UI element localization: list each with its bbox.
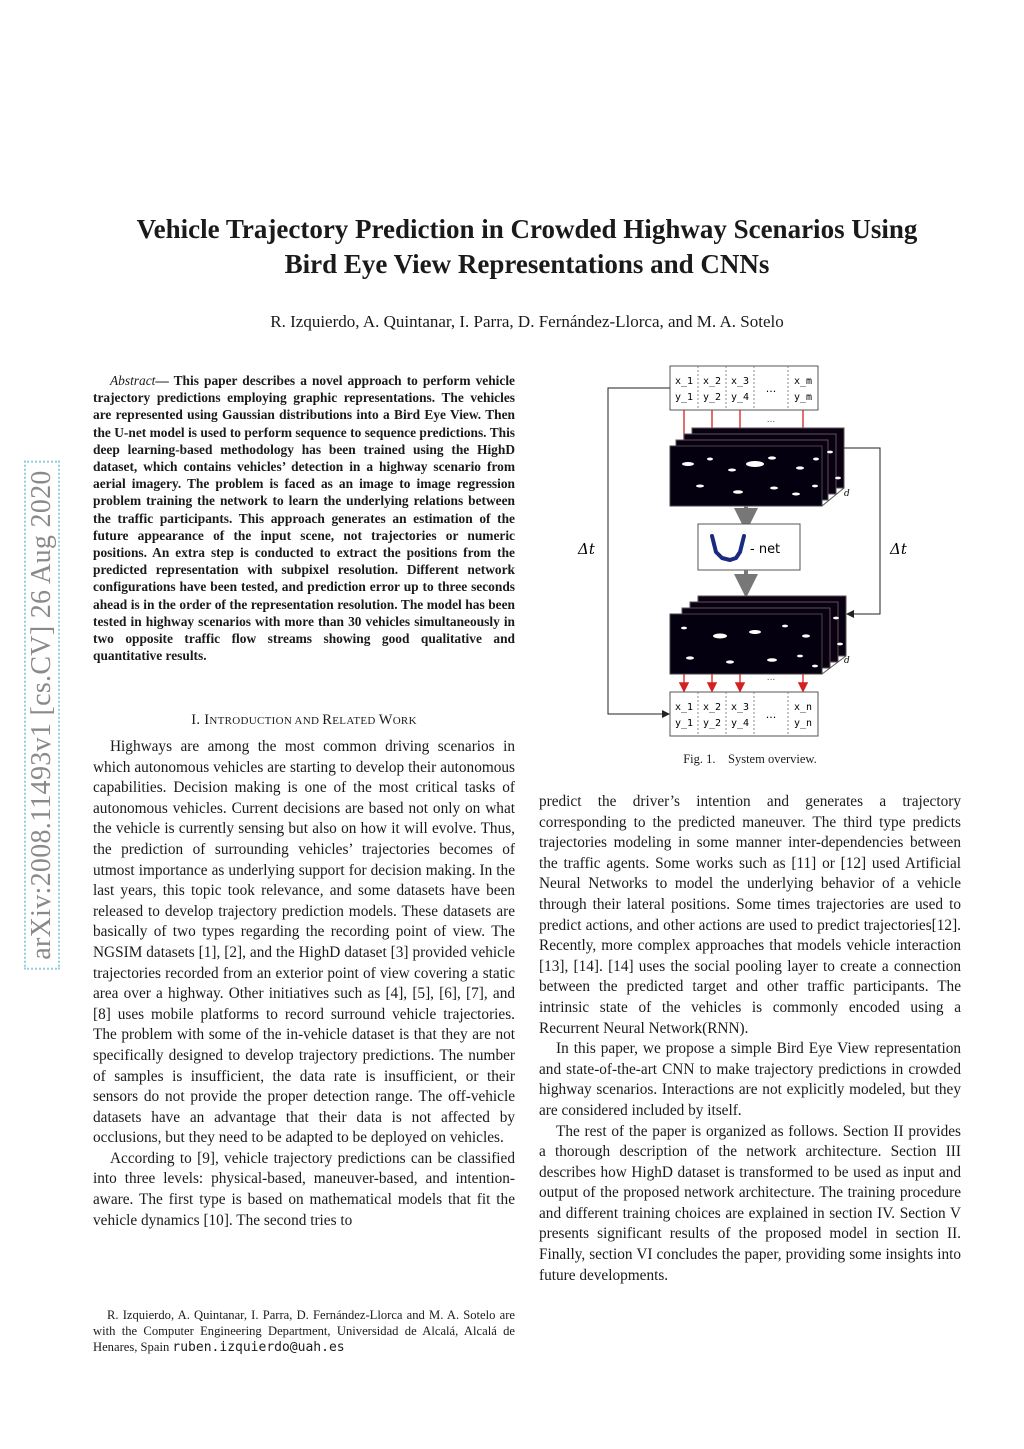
table-cell: y_1 <box>674 392 694 403</box>
paragraph: In this paper, we propose a simple Bird Eye View representation and state-of-the-art CNN to make trajectory predictions in crowded highway scenarios. Interactions are not explicitly modeled, but they are considered included by itself. <box>539 1040 961 1119</box>
delta-t-label: Δt <box>578 540 595 558</box>
heading-sc: ORK <box>392 715 417 727</box>
table-cell: x_1 <box>674 376 694 387</box>
system-overview-figure <box>560 360 960 746</box>
section-number: I. <box>191 712 201 728</box>
caption-label: Fig. 1. <box>683 752 716 766</box>
table-ellipsis: ... <box>765 382 777 395</box>
paragraph: The rest of the paper is organized as follows. Section II provides a thorough description of the network architecture. Section III describes how HighD dataset is transformed to be used as input and output of the proposed network architecture. The training procedure and different training choices are explained in section IV. Section V presents significant results of the proposed model in section II. Finally, section VI concludes the paper, providing some insights into future developments. <box>539 1122 961 1284</box>
author-list: R. Izquierdo, A. Quintanar, I. Parra, D. Fernández-Llorca, and M. A. Sotelo <box>270 312 784 331</box>
caption-text: System overview. <box>728 752 817 766</box>
table-cell: y_2 <box>702 718 722 729</box>
heading-sc: ELATED <box>332 715 379 727</box>
stack-ellipsis: ... <box>766 415 776 425</box>
table-ellipsis: ... <box>765 708 777 721</box>
table-cell: y_4 <box>730 392 750 403</box>
table-cell: y_m <box>793 392 813 403</box>
stack-ellipsis: ... <box>766 673 776 683</box>
abstract <box>93 372 515 664</box>
paper-title <box>80 212 974 282</box>
table-cell: x_2 <box>702 376 722 387</box>
author-email: ruben.izquierdo@uah.es <box>172 1340 345 1355</box>
abstract-label: Abstract <box>110 373 156 388</box>
section-heading <box>93 712 515 729</box>
footnote-text: R. Izquierdo, A. Quintanar, I. Parra, D. Fernández-Llorca and M. A. Sotelo are with the Computer Engineering Department, Universidad de Alcalá, Alcalá de Henares, Spain <box>93 1308 515 1354</box>
figure-caption <box>540 752 960 767</box>
abstract-text: — This paper describes a novel approach to perform vehicle trajectory predictions employing graphic representations. The vehicles are represented using Gaussian distributions into a Bird Eye View. Then the U-net model is used to perform sequence to sequence predictions. This deep learning-based methodology has been trained using the HighD dataset, which contains vehicles’ detection in a highway scenario from aerial imagery. The problem is faced as an image to image regression problem training the network to learn the underlying relations between the traffic participants. This approach generates an estimation of the future appearance of the input scene, not trajectories or numeric positions. An extra step is conducted to extract the positions from the predicted representation with subpixel resolution. Different network configurations have been tested, and prediction error up to three seconds ahead is in the order of the representation resolution. The model has been tested in highway scenarios with more than 30 vehicles simultaneously in two opposite traffic flow streams showing good qualitative and quantitative results. <box>93 373 515 664</box>
arxiv-id: arXiv:2008.11493v1 [cs.CV] 26 Aug 2020 <box>24 460 60 969</box>
heading-cap: R <box>322 712 333 728</box>
title-line-2: Bird Eye View Representations and CNNs <box>284 249 770 279</box>
table-cell: x_3 <box>730 376 750 387</box>
output-trajectory-table <box>670 692 818 736</box>
table-cell: x_2 <box>702 702 722 713</box>
depth-label: d <box>844 489 850 499</box>
paragraph: According to [9], vehicle trajectory predictions can be classified into three levels: physical-based, maneuver-based, and intention-aware. The first type is based on mathematical models that fit the vehicle dynamics [10]. The second tries to <box>93 1149 515 1229</box>
left-delta-loop <box>577 388 670 714</box>
input-trajectory-table <box>670 366 818 425</box>
depth-label: d <box>844 656 850 666</box>
heading-sc: NTRODUCTION AND <box>209 715 323 727</box>
paragraph: predict the driver’s intention and generates a trajectory corresponding to the predicted maneuver. The third type predicts trajectories modeling in some manner inter-dependencies between the traffic agents. Some works such as [11] or [12] used Artificial Neural Networks to model the underlying behavior of a vehicle through their lateral positions. Some times trajectories are used to predict actions, and other actions are used to predict trajectories[12]. Recently, more complex approaches that models vehicle interaction [13], [14]. [14] uses the social pooling layer to create a connection between the predicted target and other traffic participants. The intrinsic state of the vehicles is commonly encoded using a Recurrent Neural Network(RNN). <box>539 793 961 1037</box>
table-cell: x_3 <box>730 702 750 713</box>
right-delta-loop <box>844 448 908 614</box>
title-line-1: Vehicle Trajectory Prediction in Crowded Highway Scenarios Using <box>136 214 918 244</box>
table-cell: x_m <box>793 376 813 387</box>
input-image-stack <box>670 428 850 506</box>
delta-t-label: Δt <box>890 540 907 558</box>
footnote <box>93 1307 515 1356</box>
unet-box <box>698 524 800 570</box>
heading-cap: W <box>378 712 393 728</box>
table-cell: y_2 <box>702 392 722 403</box>
right-column-body <box>539 792 961 1286</box>
table-cell: y_n <box>793 718 813 729</box>
table-cell: y_4 <box>730 718 750 729</box>
paragraph: Highways are among the most common driving scenarios in which autonomous vehicles are starting to develop their autonomous capabilities. Decision making is one of the most critical tasks of autonomous vehicles. Current decisions are based not only on what the vehicle is currently sensing but also on how it will evolve. Thus, the prediction of surrounding vehicles’ trajectories becomes of utmost importance as underlying support for decision making. In the last years, this topic took relevance, and some datasets have been released to develop trajectory prediction models. These datasets are basically of two types regarding the recording point of view. The NGSIM datasets [1], [2], and the HighD dataset [3] provided vehicle trajectories recorded from an exterior point of view covering a static area over a highway. Other initiatives such as [4], [5], [6], [7], and [8] uses mobile platforms to record surround vehicle trajectories. The problem with some of the in-vehicle dataset is that they are not specifically designed to develop trajectory predictions. The number of samples is insufficient, the data rate is insufficient, or their sensors do not provide the proper detection range. The off-vehicle datasets have an advantage that their data is not affected by occlusions, but they need to be adapted to be deployed on vehicles. <box>93 738 515 1147</box>
left-column-body <box>93 737 515 1231</box>
unet-label: - net <box>750 542 781 557</box>
table-cell: x_1 <box>674 702 694 713</box>
figure-diagram <box>560 360 960 746</box>
output-image-stack <box>670 596 850 683</box>
output-arrows <box>684 674 803 690</box>
table-cell: y_1 <box>674 718 694 729</box>
arxiv-stamp <box>12 410 72 1020</box>
heading-cap: I <box>204 712 210 728</box>
table-cell: x_n <box>793 702 813 713</box>
